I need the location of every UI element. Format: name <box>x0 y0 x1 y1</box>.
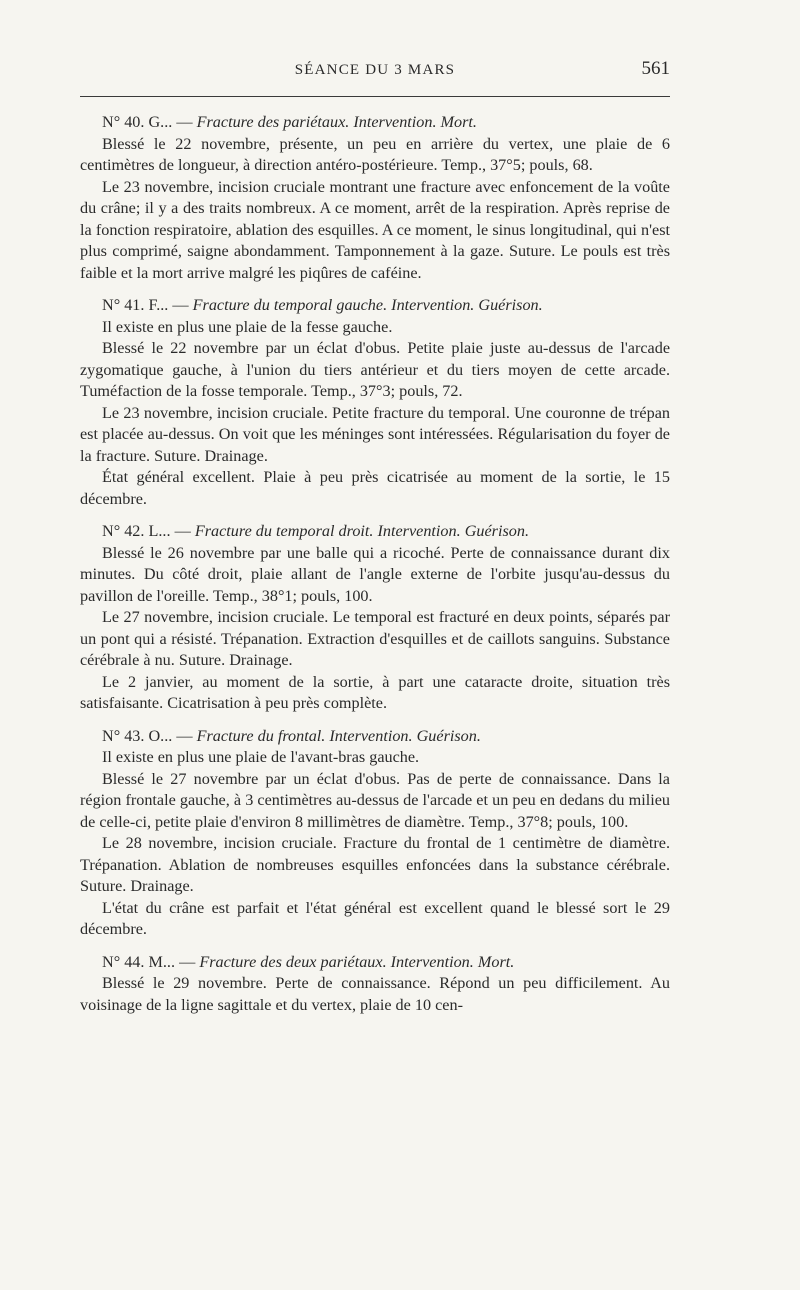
case-paragraph: Le 27 novembre, incision cruciale. Le temporal est fracturé en deux points, séparés par un pont qui a résisté. Trépanation. Extraction d'esquilles et de caillots sanguins. Substance cérébrale à nu. Suture. Drainage. <box>80 608 670 669</box>
case-heading <box>80 295 670 317</box>
case-title: Fracture du frontal. Intervention. Guérison. <box>196 726 481 745</box>
case-paragraph: Blessé le 22 novembre par un éclat d'obus. Petite plaie juste au-dessus de l'arcade zygomatique gauche, à l'union du tiers antérieur et du tiers moyen de cette arcade. Tuméfaction de la fosse temporale. Temp., 37°3; pouls, 72. <box>80 339 670 400</box>
running-title: SÉANCE DU 3 MARS <box>294 62 456 78</box>
case-number: N° 44. M... — <box>102 952 196 971</box>
case-paragraph: Il existe en plus une plaie de l'avant-bras gauche. <box>102 748 420 766</box>
case-heading <box>80 112 670 134</box>
page-body <box>80 112 670 1027</box>
page-number: 561 <box>641 58 670 79</box>
case-paragraph: Il existe en plus une plaie de la fesse gauche. <box>102 317 393 336</box>
case-number: N° 43. O... — <box>102 726 193 745</box>
page-header <box>80 58 670 88</box>
case-heading <box>80 952 670 974</box>
case-title: Fracture des pariétaux. Intervention. Mort. <box>196 113 477 131</box>
case-number: N° 42. L... — <box>102 522 191 540</box>
case-paragraph: Blessé le 27 novembre par un éclat d'obus. Pas de perte de connaissance. Dans la région frontale gauche, à 3 centimètres au-dessus de l'arcade et un peu en dedans du milieu de celle-ci, petite plaie d'environ 8 millimètres de diamètre. Temp., 37°8; pouls, 100. <box>80 769 670 831</box>
case-title: Fracture du temporal gauche. Intervention. Guérison. <box>192 296 543 314</box>
case-entry-41 <box>80 295 670 510</box>
case-entry-42 <box>80 521 670 715</box>
case-heading <box>80 726 670 748</box>
case-heading <box>80 521 670 543</box>
case-paragraph: Blessé le 26 novembre par une balle qui a ricoché. Perte de connaissance durant dix minutes. Du côté droit, plaie allant de l'angle externe de l'orbite jusqu'au-dessus du pavillon de l'oreille. Temp., 38°1; pouls, 100. <box>80 543 670 605</box>
case-number: N° 41. F... — <box>102 296 189 314</box>
case-paragraph: Le 23 novembre, incision cruciale montrant une fracture avec enfoncement de la voûte du crâne; il y a des traits nombreux. A ce moment, arrêt de la respiration. Après reprise de la fonction respiratoire, ablation des esquilles. A ce moment, le sinus longitudinal, qui n'est plus comprimé, saigne abondamment. Tamponnement à la gaze. Suture. Le pouls est très faible et la mort arrive malgré les piqûres de caféine. <box>80 177 670 282</box>
case-paragraph: Blessé le 22 novembre, présente, un peu en arrière du vertex, une plaie de 6 centimètres de longueur, à direction antéro-postérieure. Temp., 37°5; pouls, 68. <box>80 134 670 174</box>
case-entry-43 <box>80 726 670 941</box>
header-rule <box>80 96 670 97</box>
case-paragraph: Le 28 novembre, incision cruciale. Fracture du frontal de 1 centimètre de diamètre. Trépanation. Ablation de nombreuses esquilles enfoncées dans la substance cérébrale. Suture. Drainage. <box>80 834 670 895</box>
case-paragraph: État général excellent. Plaie à peu près cicatrisée au moment de la sortie, le 15 décembre. <box>80 468 670 508</box>
case-paragraph: Le 2 janvier, au moment de la sortie, à part une cataracte droite, situation très satisfaisante. Cicatrisation à peu près complète. <box>80 672 670 712</box>
case-paragraph: Le 23 novembre, incision cruciale. Petite fracture du temporal. Une couronne de trépan est placée au-dessus. On voit que les méninges sont intéressées. Régularisation du foyer de la fracture. Suture. Drainage. <box>80 403 670 465</box>
case-entry-44 <box>80 952 670 1017</box>
case-paragraph: L'état du crâne est parfait et l'état général est excellent quand le blessé sort le 29 décembre. <box>80 898 670 938</box>
case-title: Fracture du temporal droit. Intervention. Guérison. <box>194 522 530 540</box>
case-entry-40 <box>80 112 670 284</box>
case-title: Fracture des deux pariétaux. Intervention. Mort. <box>199 952 515 971</box>
case-paragraph: Blessé le 29 novembre. Perte de connaissance. Répond un peu difficilement. Au voisinage de la ligne sagittale et du vertex, plaie de 10 cen- <box>80 974 670 1014</box>
case-number: N° 40. G... — <box>102 113 193 131</box>
